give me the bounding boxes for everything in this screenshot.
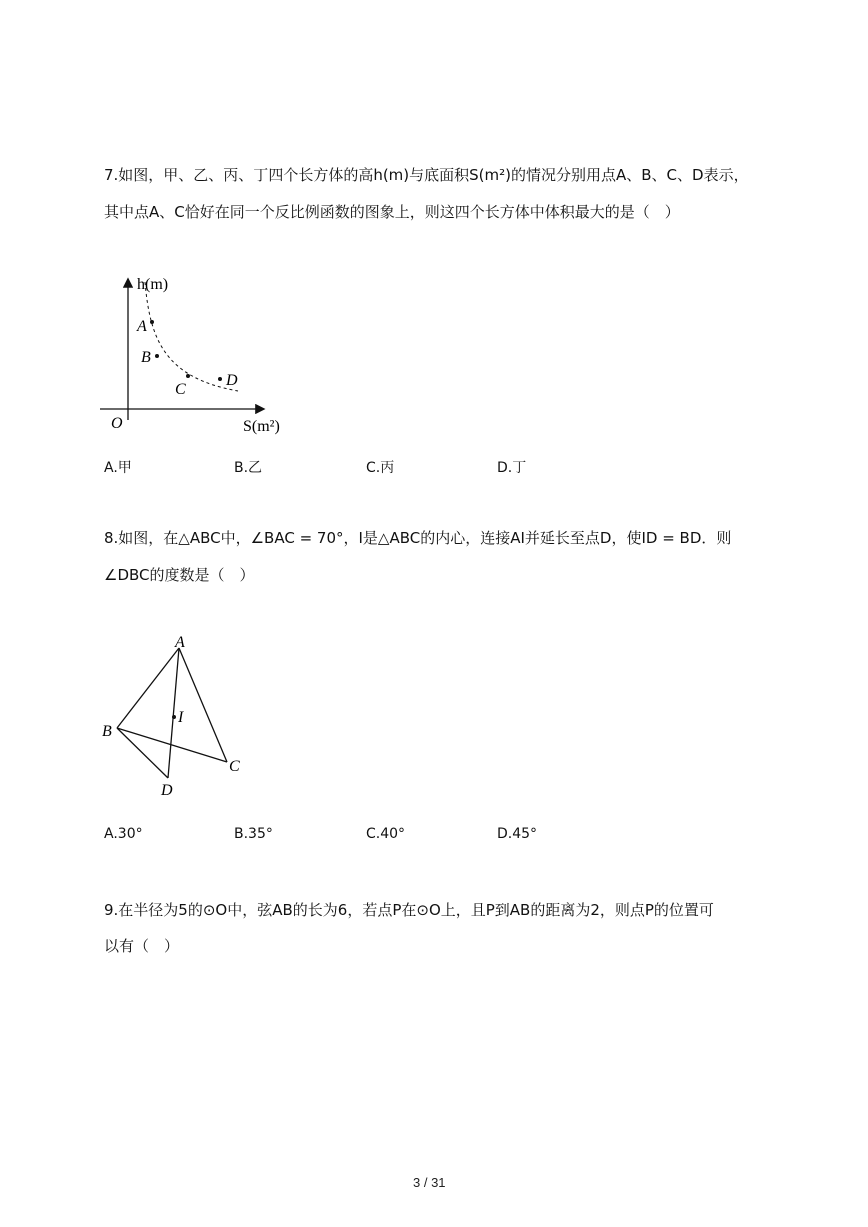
q8-option-d[interactable]: D.45° — [497, 826, 538, 842]
q7-option-a[interactable]: A.甲 — [104, 460, 132, 476]
q7-origin-label: O — [111, 415, 123, 432]
q7-curve — [145, 282, 238, 391]
q8-label-d: D — [161, 782, 173, 799]
q8-label-i: I — [178, 709, 184, 726]
q8-text-line2: ∠DBC的度数是（ ） — [104, 566, 255, 584]
q8-text-line1: 8.如图，在△ABC中，∠BAC = 70°，I是△ABC的内心，连接AI并延长至点D，使ID = BD．则 — [104, 529, 732, 547]
q8-segment-ac — [179, 648, 227, 762]
q8-option-c[interactable]: C.40° — [366, 826, 406, 842]
q7-point-d — [218, 377, 222, 381]
q7-label-d: D — [226, 372, 238, 389]
q8-label-c: C — [229, 758, 240, 775]
q7-figure — [95, 270, 295, 440]
q8-point-i — [172, 715, 176, 719]
q7-label-b: B — [141, 349, 151, 366]
q7-point-b — [155, 354, 159, 358]
q8-figure — [95, 630, 255, 800]
q8-label-a: A — [175, 634, 185, 651]
q7-option-b[interactable]: B.乙 — [234, 460, 263, 476]
q9-text-line1: 9.在半径为5的⊙O中，弦AB的长为6，若点P在⊙O上，且P到AB的距离为2，则点P的位置可 — [104, 901, 714, 919]
q8-label-b: B — [102, 723, 112, 740]
q8-option-a[interactable]: A.30° — [104, 826, 143, 842]
q7-text-line2: 其中点A、C恰好在同一个反比例函数的图象上，则这四个长方体中体积最大的是（ ） — [104, 203, 680, 221]
q8-option-b[interactable]: B.35° — [234, 826, 273, 842]
q7-label-a: A — [137, 318, 147, 335]
q7-option-c[interactable]: C.丙 — [366, 460, 395, 476]
q7-label-c: C — [175, 381, 186, 398]
page-number: 3 / 31 — [413, 1175, 446, 1190]
q9-text-line2: 以有（ ） — [104, 937, 180, 955]
q8-segment-ab — [117, 648, 179, 728]
q7-point-c — [186, 374, 190, 378]
q7-option-d[interactable]: D.丁 — [497, 460, 527, 476]
q7-x-label: S(m²) — [243, 418, 280, 435]
q7-text-line1: 7.如图，甲、乙、丙、丁四个长方体的高h(m)与底面积S(m²)的情况分别用点A、B、C、D表示， — [104, 166, 749, 184]
q7-point-a — [150, 320, 154, 324]
q7-y-label: h(m) — [137, 276, 169, 293]
